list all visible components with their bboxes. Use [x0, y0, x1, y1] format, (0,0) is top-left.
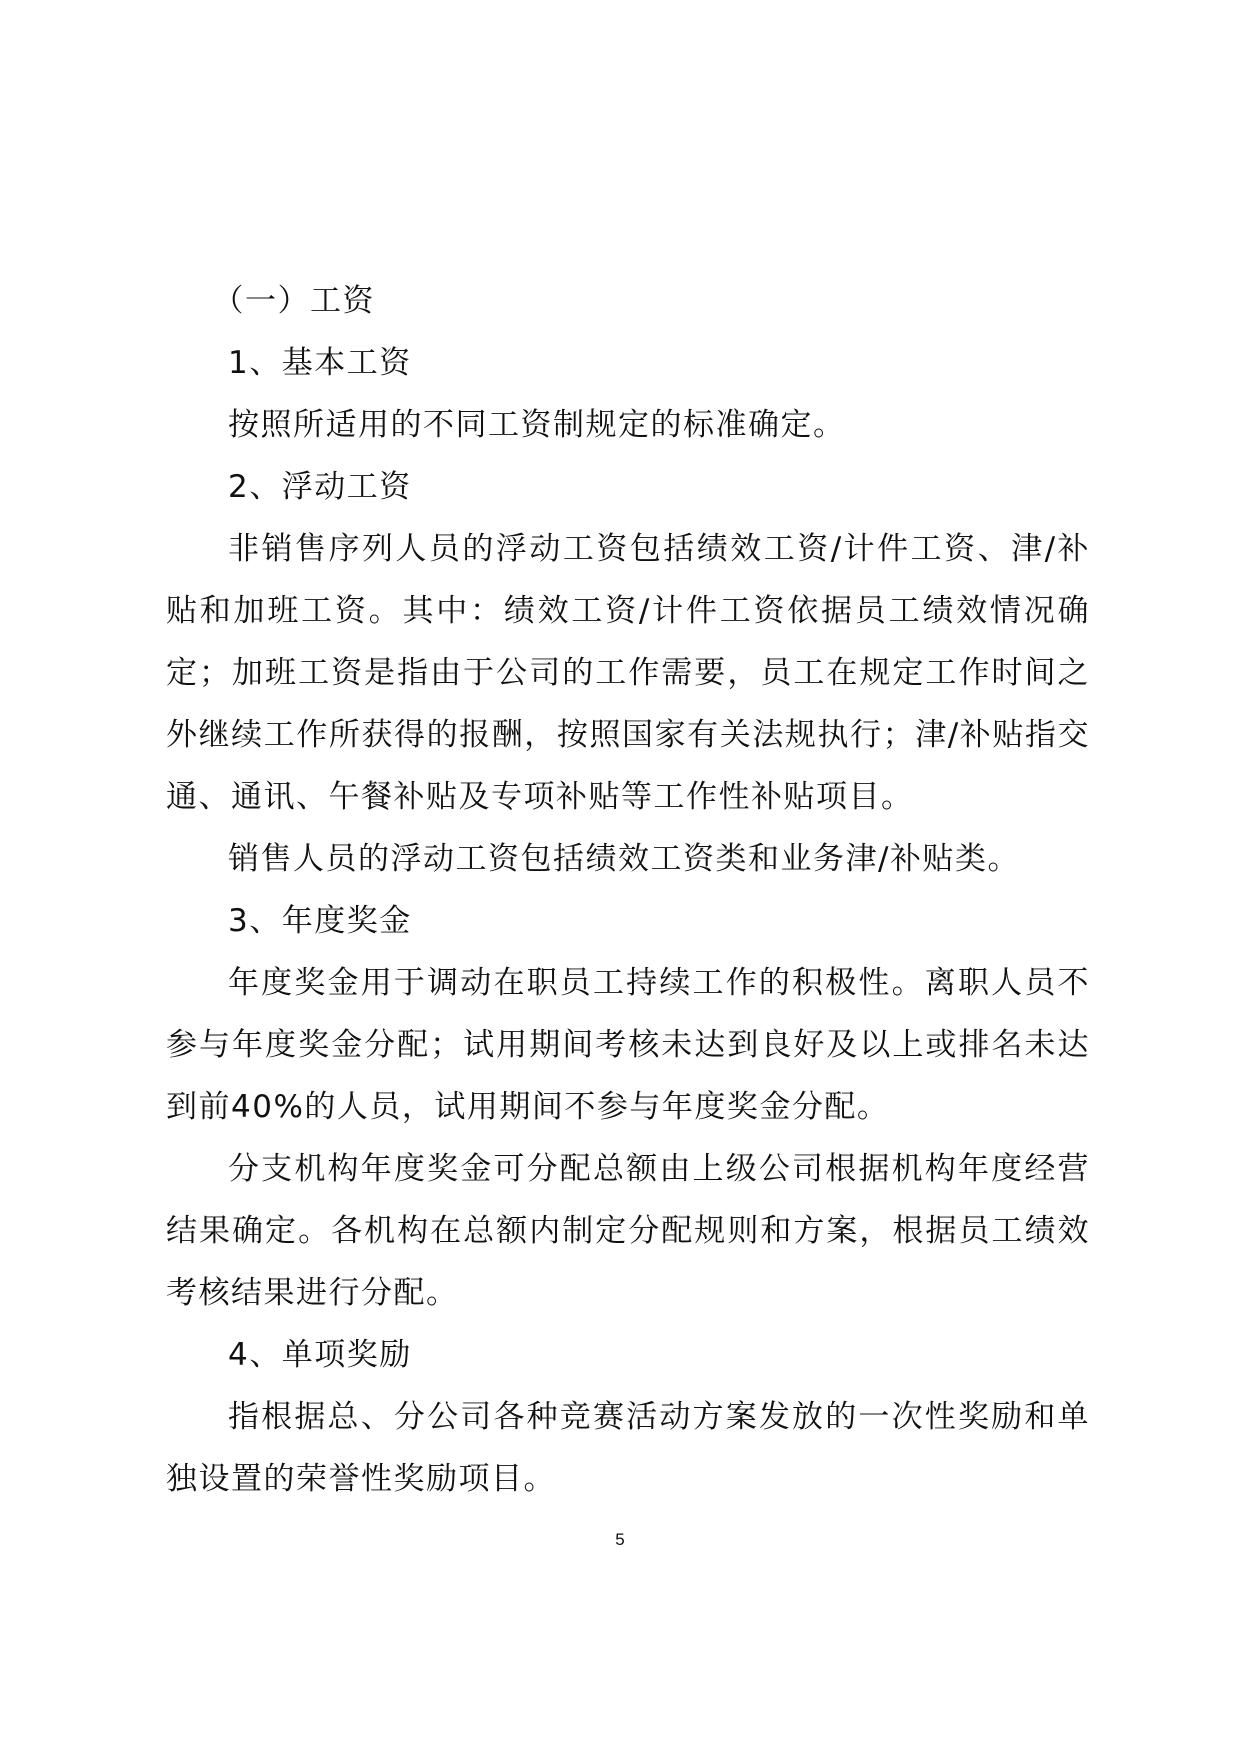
subheading-basic-wage: 1、基本工资 — [228, 345, 412, 381]
subheading-annual-bonus: 3、年度奖金 — [228, 903, 412, 939]
paragraph-floating-wage-sales: 销售人员的浮动工资包括绩效工资类和业务津/补贴类。 — [228, 841, 1020, 877]
page-number: 5 — [615, 1530, 625, 1549]
section-heading-wages: （一）工资 — [212, 283, 375, 319]
subheading-special-award: 4、单项奖励 — [228, 1337, 412, 1373]
paragraph-annual-bonus-allocation: 分支机构年度奖金可分配总额由上级公司根据机构年度经营结果确定。各机构在总额内制定分配规则和方案，根据员工绩效考核结果进行分配。 — [166, 1151, 1090, 1311]
paragraph-special-award: 指根据总、分公司各种竞赛活动方案发放的一次性奖励和单独设置的荣誉性奖励项目。 — [166, 1399, 1090, 1497]
subheading-floating-wage: 2、浮动工资 — [228, 469, 412, 505]
document-body — [166, 270, 1090, 1510]
paragraph-annual-bonus-eligibility: 年度奖金用于调动在职员工持续工作的积极性。离职人员不参与年度奖金分配；试用期间考核未达到良好及以上或排名未达到前40%的人员，试用期间不参与年度奖金分配。 — [166, 965, 1090, 1125]
paragraph-floating-wage-nonsales: 非销售序列人员的浮动工资包括绩效工资/计件工资、津/补贴和加班工资。其中：绩效工资/计件工资依据员工绩效情况确定；加班工资是指由于公司的工作需要，员工在规定工作时间之外继续工作所获得的报酬，按照国家有关法规执行；津/补贴指交通、通讯、午餐补贴及专项补贴等工作性补贴项目。 — [166, 531, 1090, 815]
paragraph-basic-wage: 按照所适用的不同工资制规定的标准确定。 — [228, 407, 846, 443]
